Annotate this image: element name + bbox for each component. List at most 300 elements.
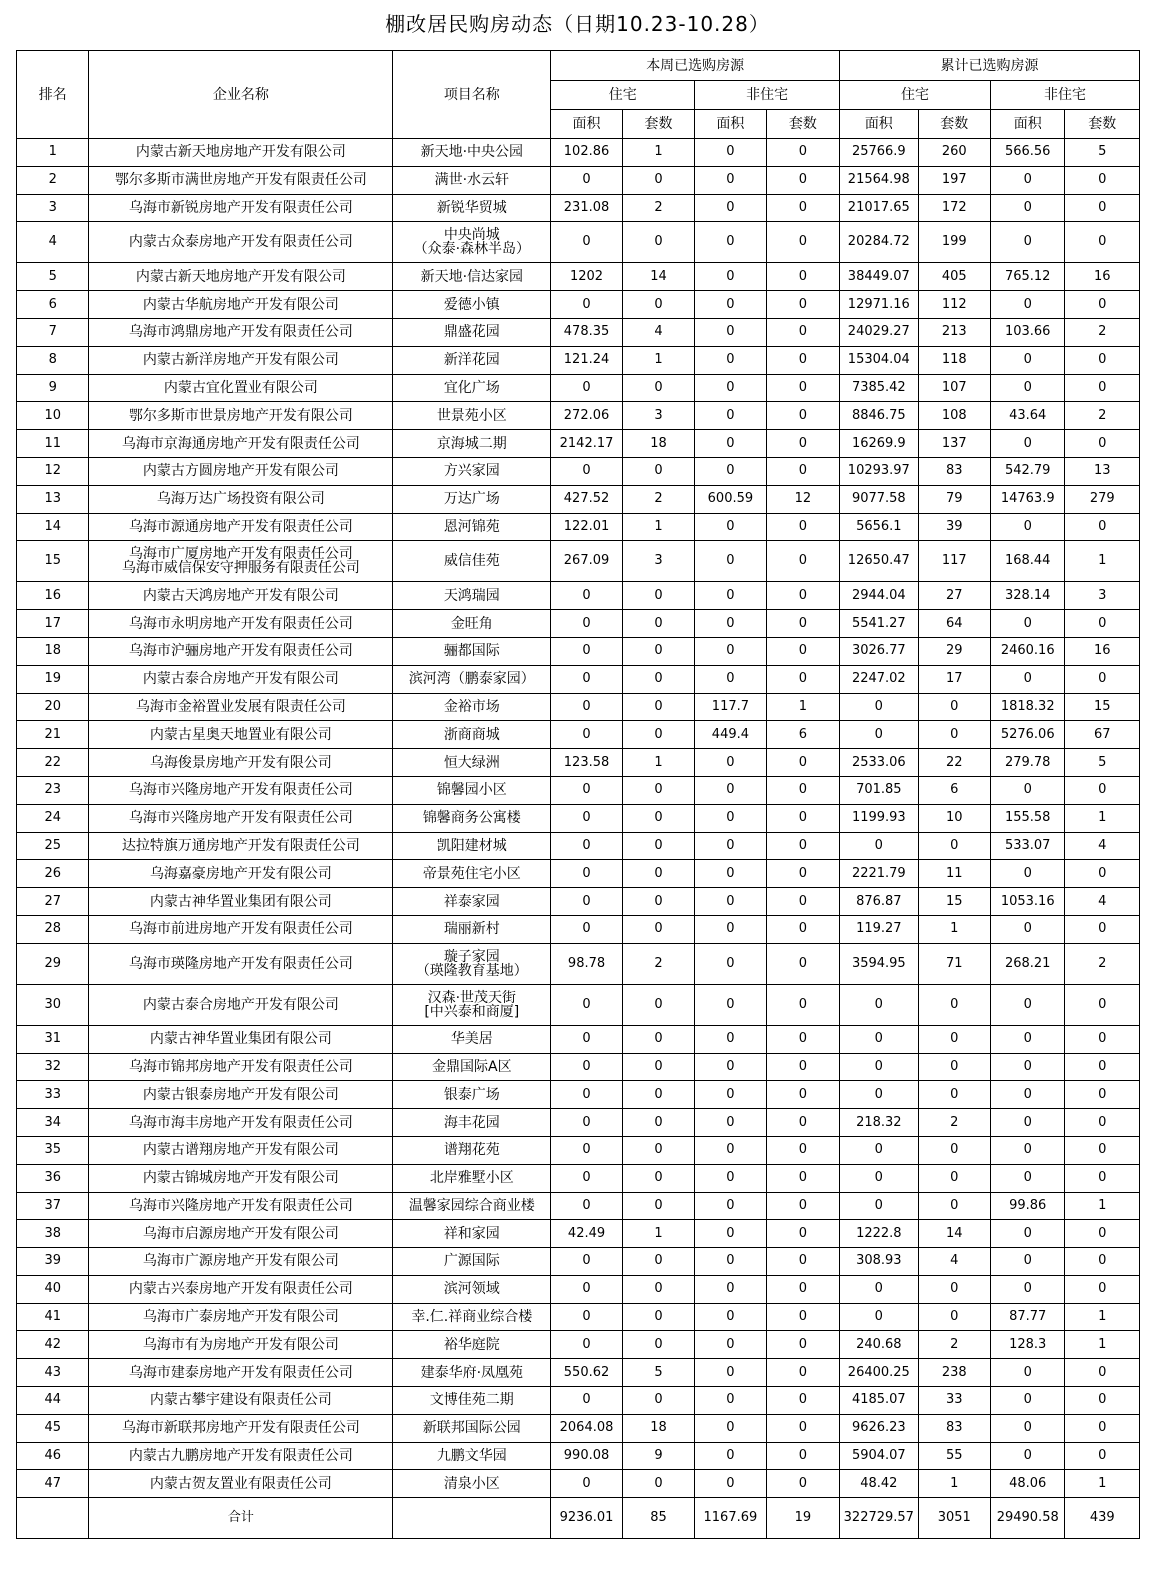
value-cell: 0: [1065, 1053, 1140, 1081]
value-cell: 33: [918, 1387, 990, 1415]
value-cell: 0: [695, 1303, 766, 1331]
value-cell: 0: [766, 915, 839, 943]
rank-cell: 46: [17, 1442, 89, 1470]
rank-cell: 24: [17, 804, 89, 832]
table-row: [17, 166, 1140, 194]
value-cell: 99.86: [991, 1192, 1065, 1220]
project-name: 凯阳建材城: [436, 837, 507, 854]
table-row: [17, 1470, 1140, 1498]
company-cell: [89, 721, 393, 749]
project-name: 滨河领域: [443, 1281, 500, 1298]
value-cell: 0: [695, 984, 766, 1025]
value-cell: 765.12: [991, 263, 1065, 291]
company-cell: [89, 693, 393, 721]
rank-cell: 36: [17, 1164, 89, 1192]
value-cell: 238: [918, 1359, 990, 1387]
value-cell: 533.07: [991, 832, 1065, 860]
value-cell: 0: [991, 166, 1065, 194]
rank-cell: 32: [17, 1053, 89, 1081]
header-rank: 排名: [17, 51, 89, 139]
value-cell: 268.21: [991, 943, 1065, 984]
value-cell: 0: [1065, 1414, 1140, 1442]
value-cell: 117: [918, 541, 990, 582]
value-cell: 0: [695, 513, 766, 541]
value-cell: 4185.07: [840, 1387, 918, 1415]
value-cell: 876.87: [840, 888, 918, 916]
project-name: 温馨家园综合商业楼: [408, 1197, 535, 1214]
value-cell: 0: [695, 374, 766, 402]
value-cell: 48.42: [840, 1470, 918, 1498]
company-cell: [89, 1387, 393, 1415]
value-cell: 0: [551, 637, 622, 665]
value-cell: 0: [918, 721, 990, 749]
value-cell: 0: [695, 1053, 766, 1081]
value-cell: 0: [622, 1053, 694, 1081]
value-cell: 0: [991, 1248, 1065, 1276]
value-cell: 0: [622, 1303, 694, 1331]
value-cell: 5276.06: [991, 721, 1065, 749]
value-cell: 0: [766, 1414, 839, 1442]
value-cell: 2: [1065, 318, 1140, 346]
value-cell: 0: [695, 665, 766, 693]
table-row: [17, 457, 1140, 485]
value-cell: 25766.9: [840, 139, 918, 167]
value-cell: 4: [1065, 832, 1140, 860]
company-name: 内蒙古泰合房地产开发有限公司: [142, 671, 339, 688]
value-cell: 0: [1065, 513, 1140, 541]
value-cell: 0: [991, 513, 1065, 541]
table-row: [17, 915, 1140, 943]
header-week-residential: 住宅: [551, 81, 695, 110]
value-cell: 566.56: [991, 139, 1065, 167]
company-cell: [89, 374, 393, 402]
value-cell: 87.77: [991, 1303, 1065, 1331]
company-cell: [89, 1053, 393, 1081]
company-name: 乌海市兴隆房地产开发有限责任公司: [128, 782, 353, 799]
total-row: [17, 1498, 1140, 1539]
value-cell: 0: [622, 1109, 694, 1137]
value-cell: 0: [991, 1053, 1065, 1081]
value-cell: 0: [551, 222, 622, 263]
value-cell: 102.86: [551, 139, 622, 167]
value-cell: 0: [695, 637, 766, 665]
company-cell: [89, 1275, 393, 1303]
value-cell: 4: [622, 318, 694, 346]
company-name: 内蒙古新天地房地产开发有限公司: [135, 268, 346, 285]
header-units: 套数: [1065, 110, 1140, 139]
project-cell: [393, 166, 551, 194]
value-cell: 0: [1065, 291, 1140, 319]
project-name: 鼎盛花园: [443, 324, 500, 341]
value-cell: 0: [766, 1220, 839, 1248]
table-row: [17, 222, 1140, 263]
value-cell: 0: [840, 1164, 918, 1192]
company-cell: [89, 888, 393, 916]
company-cell: [89, 1136, 393, 1164]
value-cell: 0: [766, 402, 839, 430]
value-cell: 0: [695, 1359, 766, 1387]
value-cell: 0: [766, 1081, 839, 1109]
header-area: 面积: [551, 110, 622, 139]
table-row: [17, 721, 1140, 749]
value-cell: 155.58: [991, 804, 1065, 832]
value-cell: 1: [918, 915, 990, 943]
company-name: 内蒙古新天地房地产开发有限公司: [135, 144, 346, 161]
company-name: 内蒙古兴泰房地产开发有限责任公司: [128, 1281, 353, 1298]
value-cell: 1: [1065, 541, 1140, 582]
rank-cell: 7: [17, 318, 89, 346]
page-title: 棚改居民购房动态（日期10.23-10.28）: [385, 12, 770, 36]
value-cell: 0: [695, 263, 766, 291]
table-row: [17, 693, 1140, 721]
company-cell: [89, 166, 393, 194]
value-cell: 1: [622, 346, 694, 374]
company-cell: [89, 222, 393, 263]
value-cell: 10: [918, 804, 990, 832]
company-name: 乌海市京海通房地产开发有限责任公司: [121, 435, 360, 452]
company-cell: [89, 1248, 393, 1276]
company-name: 乌海市启源房地产开发有限公司: [142, 1225, 339, 1242]
value-cell: 15304.04: [840, 346, 918, 374]
value-cell: 0: [551, 582, 622, 610]
value-cell: 0: [991, 291, 1065, 319]
value-cell: 0: [551, 776, 622, 804]
company-name: 乌海市广泰房地产开发有限公司: [142, 1309, 339, 1326]
value-cell: 5656.1: [840, 513, 918, 541]
value-cell: 0: [766, 457, 839, 485]
table-row: [17, 984, 1140, 1025]
value-cell: 0: [551, 1248, 622, 1276]
value-cell: 0: [551, 1109, 622, 1137]
value-cell: 0: [622, 776, 694, 804]
total-value: 322729.57: [840, 1498, 918, 1539]
company-cell: [89, 139, 393, 167]
project-name: 新洋花园: [443, 352, 500, 369]
value-cell: 0: [622, 637, 694, 665]
table-row: [17, 1442, 1140, 1470]
company-name: 乌海市源通房地产开发有限责任公司: [128, 518, 353, 535]
value-cell: 0: [695, 1164, 766, 1192]
company-name: 内蒙古银泰房地产开发有限公司: [142, 1086, 339, 1103]
project-name: 清泉小区: [443, 1475, 500, 1492]
value-cell: 2064.08: [551, 1414, 622, 1442]
value-cell: 0: [551, 1303, 622, 1331]
project-cell: [393, 457, 551, 485]
value-cell: 0: [695, 318, 766, 346]
value-cell: 3594.95: [840, 943, 918, 984]
project-cell: [393, 430, 551, 458]
company-cell: [89, 749, 393, 777]
table-row: [17, 541, 1140, 582]
value-cell: 0: [991, 665, 1065, 693]
project-name: 新联邦国际公园: [422, 1420, 521, 1437]
value-cell: 0: [695, 1081, 766, 1109]
value-cell: 0: [766, 1359, 839, 1387]
value-cell: 0: [991, 1359, 1065, 1387]
project-name: （瑛隆教育基地）: [415, 962, 528, 979]
total-value: 3051: [918, 1498, 990, 1539]
value-cell: 0: [1065, 860, 1140, 888]
value-cell: 0: [622, 1470, 694, 1498]
value-cell: 0: [766, 194, 839, 222]
company-cell: [89, 984, 393, 1025]
value-cell: 0: [695, 1248, 766, 1276]
project-name: 裕华庭院: [443, 1336, 500, 1353]
value-cell: 0: [918, 984, 990, 1025]
header-this-week: 本周已选购房源: [551, 51, 840, 81]
value-cell: 0: [695, 582, 766, 610]
value-cell: 5541.27: [840, 610, 918, 638]
value-cell: 272.06: [551, 402, 622, 430]
project-cell: [393, 637, 551, 665]
project-name: 滨河湾（鹏泰家园）: [408, 671, 535, 688]
value-cell: 67: [1065, 721, 1140, 749]
project-name: 华美居: [450, 1031, 493, 1048]
total-value: 9236.01: [551, 1498, 622, 1539]
value-cell: 2: [622, 194, 694, 222]
project-name: 璇子家园: [443, 948, 500, 965]
value-cell: 12650.47: [840, 541, 918, 582]
company-name: 乌海嘉豪房地产开发有限公司: [149, 865, 332, 882]
value-cell: 0: [766, 1164, 839, 1192]
value-cell: 24029.27: [840, 318, 918, 346]
table-row: [17, 888, 1140, 916]
value-cell: 0: [551, 1275, 622, 1303]
rank-cell: 31: [17, 1025, 89, 1053]
value-cell: 0: [840, 1303, 918, 1331]
value-cell: 0: [695, 1275, 766, 1303]
rank-cell: 12: [17, 457, 89, 485]
value-cell: 0: [551, 721, 622, 749]
header-units: 套数: [918, 110, 990, 139]
table-row: [17, 582, 1140, 610]
value-cell: 0: [991, 860, 1065, 888]
value-cell: 0: [1065, 984, 1140, 1025]
value-cell: 2: [622, 943, 694, 984]
table-row: [17, 1414, 1140, 1442]
value-cell: 1818.32: [991, 693, 1065, 721]
rank-cell: 19: [17, 665, 89, 693]
value-cell: 0: [918, 1081, 990, 1109]
rank-cell: 39: [17, 1248, 89, 1276]
value-cell: 15: [918, 888, 990, 916]
value-cell: 9: [622, 1442, 694, 1470]
value-cell: 0: [766, 166, 839, 194]
value-cell: 1: [1065, 1470, 1140, 1498]
project-cell: [393, 915, 551, 943]
header-units: 套数: [766, 110, 839, 139]
project-name: [中兴泰和商厦]: [424, 1003, 520, 1020]
value-cell: 0: [766, 1053, 839, 1081]
value-cell: 2: [918, 1331, 990, 1359]
project-name: 方兴家园: [443, 463, 500, 480]
project-name: 九鹏文华园: [436, 1448, 507, 1465]
value-cell: 0: [551, 915, 622, 943]
company-name: 乌海市威信保安守押服务有限责任公司: [121, 560, 360, 577]
rank-cell: 42: [17, 1331, 89, 1359]
rank-cell: 4: [17, 222, 89, 263]
rank-cell: 40: [17, 1275, 89, 1303]
company-cell: [89, 194, 393, 222]
company-cell: [89, 513, 393, 541]
value-cell: 0: [551, 693, 622, 721]
value-cell: 0: [991, 1414, 1065, 1442]
rank-cell: 28: [17, 915, 89, 943]
value-cell: 0: [622, 1025, 694, 1053]
value-cell: 1: [766, 693, 839, 721]
value-cell: 0: [551, 984, 622, 1025]
value-cell: 6: [918, 776, 990, 804]
project-name: 幸.仁.祥商业综合楼: [411, 1309, 533, 1326]
project-cell: [393, 194, 551, 222]
company-name: 内蒙古新洋房地产开发有限公司: [142, 352, 339, 369]
project-cell: [393, 1387, 551, 1415]
value-cell: 0: [551, 1025, 622, 1053]
value-cell: 0: [840, 1275, 918, 1303]
value-cell: 231.08: [551, 194, 622, 222]
company-cell: [89, 263, 393, 291]
value-cell: 2142.17: [551, 430, 622, 458]
company-name: 乌海万达广场投资有限公司: [156, 491, 325, 508]
project-name: 谱翔花苑: [443, 1142, 500, 1159]
value-cell: 0: [1065, 430, 1140, 458]
company-cell: [89, 1414, 393, 1442]
value-cell: 0: [622, 804, 694, 832]
value-cell: 0: [695, 346, 766, 374]
company-cell: [89, 1442, 393, 1470]
company-cell: [89, 860, 393, 888]
total-value: 19: [766, 1498, 839, 1539]
table-row: [17, 665, 1140, 693]
project-cell: [393, 222, 551, 263]
table-row: [17, 1331, 1140, 1359]
rank-cell: 34: [17, 1109, 89, 1137]
company-cell: [89, 915, 393, 943]
rank-cell: 18: [17, 637, 89, 665]
value-cell: 0: [766, 610, 839, 638]
value-cell: 1: [1065, 1192, 1140, 1220]
value-cell: 122.01: [551, 513, 622, 541]
value-cell: 0: [766, 1025, 839, 1053]
value-cell: 0: [622, 915, 694, 943]
value-cell: 0: [991, 610, 1065, 638]
value-cell: 0: [1065, 1109, 1140, 1137]
value-cell: 0: [991, 1220, 1065, 1248]
company-cell: [89, 318, 393, 346]
rank-cell: 1: [17, 139, 89, 167]
value-cell: 3: [622, 402, 694, 430]
project-cell: [393, 346, 551, 374]
table-row: [17, 1109, 1140, 1137]
value-cell: 0: [991, 1136, 1065, 1164]
value-cell: 0: [766, 1192, 839, 1220]
value-cell: 18: [622, 430, 694, 458]
value-cell: 0: [695, 541, 766, 582]
project-cell: [393, 776, 551, 804]
value-cell: 2460.16: [991, 637, 1065, 665]
value-cell: 0: [695, 888, 766, 916]
value-cell: 0: [766, 374, 839, 402]
value-cell: 0: [766, 860, 839, 888]
project-cell: [393, 1081, 551, 1109]
value-cell: 0: [766, 222, 839, 263]
header-area: 面积: [991, 110, 1065, 139]
value-cell: 0: [551, 665, 622, 693]
project-cell: [393, 860, 551, 888]
total-label: 合计: [89, 1498, 393, 1539]
rank-cell: 38: [17, 1220, 89, 1248]
project-cell: [393, 541, 551, 582]
value-cell: 123.58: [551, 749, 622, 777]
project-name: 骊都国际: [443, 643, 500, 660]
company-cell: [89, 943, 393, 984]
value-cell: 0: [695, 610, 766, 638]
rank-cell: 23: [17, 776, 89, 804]
table-row: [17, 318, 1140, 346]
total-project-cell: [393, 1498, 551, 1539]
value-cell: 0: [1065, 1248, 1140, 1276]
value-cell: 0: [991, 1081, 1065, 1109]
project-name: 万达广场: [443, 491, 500, 508]
table-row: [17, 1303, 1140, 1331]
value-cell: 267.09: [551, 541, 622, 582]
value-cell: 0: [695, 194, 766, 222]
company-name: 乌海市兴隆房地产开发有限责任公司: [128, 1197, 353, 1214]
value-cell: 0: [766, 832, 839, 860]
value-cell: 0: [840, 1053, 918, 1081]
value-cell: 0: [622, 291, 694, 319]
value-cell: 0: [1065, 1136, 1140, 1164]
company-name: 乌海市广厦房地产开发有限责任公司: [128, 546, 353, 563]
value-cell: 1: [1065, 1331, 1140, 1359]
value-cell: 0: [551, 1164, 622, 1192]
housing-table: [16, 50, 1140, 1539]
project-cell: [393, 1303, 551, 1331]
project-name: 新天地·信达家园: [420, 268, 524, 285]
value-cell: 0: [766, 749, 839, 777]
rank-cell: 8: [17, 346, 89, 374]
total-rank-cell: [17, 1498, 89, 1539]
value-cell: 20284.72: [840, 222, 918, 263]
project-cell: [393, 984, 551, 1025]
project-cell: [393, 1331, 551, 1359]
value-cell: 0: [622, 984, 694, 1025]
project-name: 浙商商城: [443, 726, 500, 743]
value-cell: 0: [766, 582, 839, 610]
project-name: 恒大绿洲: [443, 754, 500, 771]
value-cell: 328.14: [991, 582, 1065, 610]
project-cell: [393, 693, 551, 721]
value-cell: 43.64: [991, 402, 1065, 430]
rank-cell: 16: [17, 582, 89, 610]
value-cell: 0: [551, 1387, 622, 1415]
company-name: 乌海市新锐房地产开发有限责任公司: [128, 199, 353, 216]
value-cell: 279: [1065, 485, 1140, 513]
value-cell: 21017.65: [840, 194, 918, 222]
value-cell: 0: [622, 1248, 694, 1276]
value-cell: 0: [766, 1470, 839, 1498]
value-cell: 1: [622, 139, 694, 167]
value-cell: 0: [695, 139, 766, 167]
project-name: 瑞丽新村: [443, 921, 500, 938]
rank-cell: 13: [17, 485, 89, 513]
value-cell: 0: [991, 1109, 1065, 1137]
project-name: 金裕市场: [443, 698, 500, 715]
value-cell: 0: [840, 832, 918, 860]
rank-cell: 30: [17, 984, 89, 1025]
value-cell: 0: [695, 166, 766, 194]
value-cell: 16269.9: [840, 430, 918, 458]
